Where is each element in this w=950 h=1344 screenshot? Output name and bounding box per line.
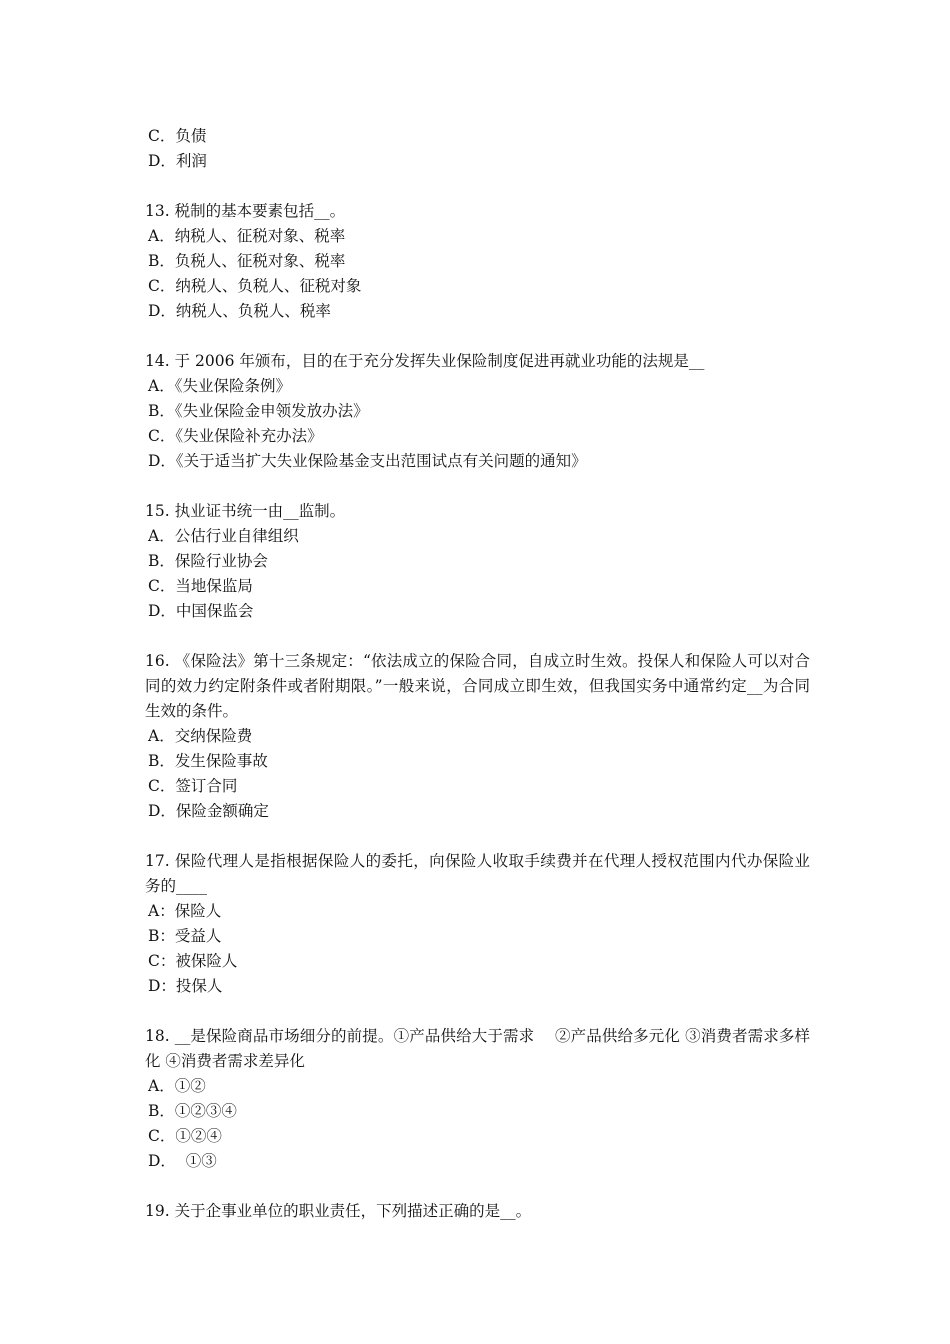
option-d: D：投保人 [148, 977, 223, 995]
option-c: C．《失业保险补充办法》 [148, 427, 323, 445]
question-stem: 16. 《保险法》第十三条规定：“依法成立的保险合同，自成立时生效。投保人和保险人可以对合同的效力约定附条件或者附期限。”一般来说，合同成立即生效，但我国实务中通常约定__为合同生效的条件。 [145, 652, 810, 720]
option-c: C．当地保监局 [148, 577, 253, 595]
question-15 [145, 499, 810, 624]
option-c: C．①②④ [148, 1127, 222, 1145]
option-d: D． ①③ [148, 1152, 217, 1170]
option-c: C．纳税人、负税人、征税对象 [148, 277, 362, 295]
option-b: B．《失业保险金申领发放办法》 [148, 402, 369, 420]
question-14 [145, 349, 810, 474]
question-19 [145, 1199, 810, 1224]
option-a: A．《失业保险条例》 [148, 377, 291, 395]
option-c: C．签订合同 [148, 777, 238, 795]
option-a: A：保险人 [148, 902, 222, 920]
option-d: D．利润 [148, 152, 207, 170]
option-b: B．保险行业协会 [148, 552, 268, 570]
question-16 [145, 649, 810, 824]
question-stem: 19. 关于企事业单位的职业责任，下列描述正确的是__。 [145, 1202, 532, 1220]
option-d: D．《关于适当扩大失业保险基金支出范围试点有关问题的通知》 [148, 452, 587, 470]
question-13 [145, 199, 810, 324]
option-b: B．发生保险事故 [148, 752, 268, 770]
document-page [145, 124, 810, 1249]
option-b: B．负税人、征税对象、税率 [148, 252, 346, 270]
option-a: A．①② [148, 1077, 206, 1095]
option-d: D．纳税人、负税人、税率 [148, 302, 331, 320]
question-18 [145, 1024, 810, 1174]
option-c: C．负债 [148, 127, 207, 145]
option-d: D．中国保监会 [148, 602, 254, 620]
option-c: C：被保险人 [148, 952, 238, 970]
question-stem: 13. 税制的基本要素包括__。 [145, 202, 346, 220]
option-a: A．交纳保险费 [148, 727, 253, 745]
question-stem: 17. 保险代理人是指根据保险人的委托，向保险人收取手续费并在代理人授权范围内代办保险业务的____ [145, 852, 810, 895]
option-a: A．公估行业自律组织 [148, 527, 299, 545]
option-a: A．纳税人、征税对象、税率 [148, 227, 346, 245]
option-d: D．保险金额确定 [148, 802, 269, 820]
question-stem: 18. __是保险商品市场细分的前提。①产品供给大于需求 ②产品供给多元化 ③消费者需求多样化 ④消费者需求差异化 [145, 1027, 810, 1070]
option-b: B．①②③④ [148, 1102, 237, 1120]
option-b: B：受益人 [148, 927, 222, 945]
question-12-tail [145, 124, 810, 174]
question-stem: 15. 执业证书统一由__监制。 [145, 502, 346, 520]
question-stem: 14. 于 2006 年颁布，目的在于充分发挥失业保险制度促进再就业功能的法规是__ [145, 352, 705, 370]
question-17 [145, 849, 810, 999]
